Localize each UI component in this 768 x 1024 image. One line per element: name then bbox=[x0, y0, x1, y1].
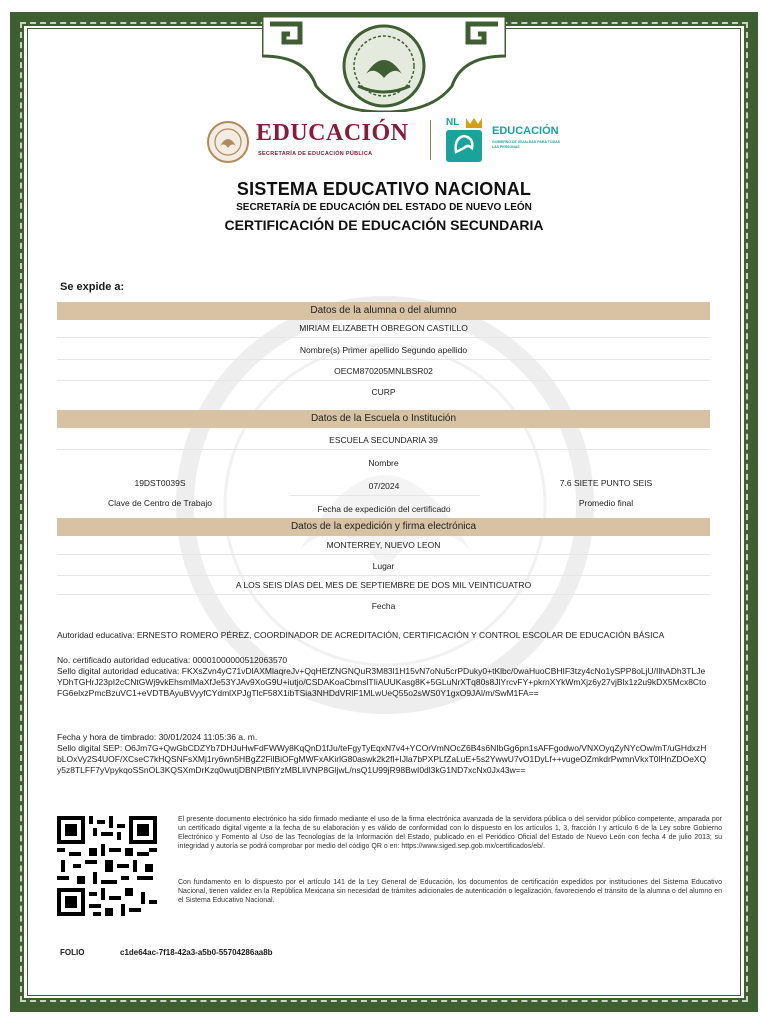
expedition-place: MONTERREY, NUEVO LEON bbox=[326, 540, 441, 550]
student-curp-label: CURP bbox=[371, 387, 396, 397]
divider bbox=[57, 337, 710, 338]
expedition-date-label: Fecha bbox=[371, 601, 396, 611]
logo-divider bbox=[430, 120, 431, 160]
nl-tag: NL bbox=[446, 117, 460, 128]
legal-notice-signature: El presente documento electrónico ha sido firmado mediante el uso de la firma electrónica avanzada de la servidora pública o del servidor público competente, amparada por un certificado digital vigente a la fecha de su elaboración y es válido de conformidad con lo dispuesto en los artículos 1, 3, fracción I y artículo 6 de la Ley sobre Gobierno Electrónico y Fomento al Uso de las Tecnologías de la Información del Estado, publicado en el Periódico Oficial del Estado de Nuevo León con fecha 4 de julio 2013; su integridad y autoría se podrá comprobar por medio del código QR o en: https://www.siged.sep.gob.mx/certificados/eb/. bbox=[178, 816, 722, 850]
issued-to-label: Se expide a: bbox=[60, 281, 125, 293]
divider bbox=[57, 554, 710, 555]
sep-logo bbox=[206, 118, 416, 166]
folio-label: FOLIO bbox=[60, 948, 85, 957]
divider bbox=[57, 575, 710, 576]
folio-value: c1de64ac-7f18-42a3-a5b0-55704286aa8b bbox=[120, 948, 273, 957]
divider bbox=[57, 359, 710, 360]
issuing-authority: SECRETARÍA DE EDUCACIÓN DEL ESTADO DE NUEVO LEÓN bbox=[236, 202, 532, 213]
nl-education-logo bbox=[444, 116, 574, 166]
school-cct: 19DST0039S bbox=[134, 478, 186, 488]
student-name-label: Nombre(s) Primer apellido Segundo apellido bbox=[299, 345, 468, 355]
divider bbox=[57, 380, 710, 381]
sep-subtitle: SECRETARÍA DE EDUCACIÓN PÚBLICA bbox=[258, 151, 373, 157]
school-cct-label: Clave de Centro de Trabajo bbox=[108, 498, 212, 508]
expedition-place-label: Lugar bbox=[372, 561, 395, 571]
certificate-date: 07/2024 bbox=[368, 481, 400, 491]
school-name-label: Nombre bbox=[368, 458, 399, 468]
nl-subtitle: GOBIERNO DE IGUALDAD PARA TODAS LAS PERSONAS bbox=[492, 140, 560, 149]
certificate-date-label: Fecha de expedición del certificado bbox=[317, 504, 451, 514]
certificate-type: CERTIFICACIÓN DE EDUCACIÓN SECUNDARIA bbox=[224, 217, 544, 233]
nl-brand: EDUCACIÓN bbox=[492, 125, 559, 137]
divider bbox=[57, 449, 710, 450]
divider bbox=[57, 594, 710, 595]
document-title: SISTEMA EDUCATIVO NACIONAL bbox=[236, 179, 532, 199]
final-grade: 7.6 SIETE PUNTO SEIS bbox=[559, 478, 653, 488]
authority-certificate-number: No. certificado autoridad educativa: 00001000000512063570 bbox=[57, 655, 288, 665]
stamp-datetime: Fecha y hora de timbrado: 30/01/2024 11:05:36 a. m. bbox=[57, 732, 258, 742]
expedition-date: A LOS SEIS DÍAS DEL MES DE SEPTIEMBRE DE DOS MIL VEINTICUATRO bbox=[235, 580, 532, 590]
final-grade-label: Promedio final bbox=[578, 498, 634, 508]
school-name: ESCUELA SECUNDARIA 39 bbox=[329, 435, 438, 445]
education-authority: Autoridad educativa: ERNESTO ROMERO PÉREZ, COORDINADOR DE ACREDITACIÓN, CERTIFICACIÓN Y CONTROL ESCOLAR DE EDUCACIÓN BÁSICA bbox=[57, 630, 665, 640]
sep-brand: EDUCACIÓN bbox=[256, 120, 409, 146]
authority-digital-seal: Sello digital autoridad educativa: FKXsZvn4yC71vDlAXMlaqreJv+QqHEfZNGNQuR3M83l1H15vN7oNu5crPDuky0+tKlbc/0waHuoCBHIF3tzy4cNo1ySPP8oLjU/IlhADh3TLJeYDhTGHrJ23pI2cCNtGWj9vkEhsmlMaXfJe53YJAv9XoG9U+iutjo/CSDAKoaCbmslTIiAUUKasg8K+5GLuNrXTq80s8JlYrcvFY+pkrnXYkWmXjz6y27vjBlx1z2u9kDX5Mcx8CtoFG6elxzPmcBzuVC1+eVDTBAyuBVyyfCYdmlXPJgTlcF58X1ibTSia3NHDdVRlF1MLwUeQ55o2sWS0Y1gxO9JAl/m/SwM1FA== bbox=[57, 666, 707, 698]
legal-notice-validity: Con fundamento en lo dispuesto por el artículo 141 de la Ley General de Educación, los documentos de certificación expedidos por instituciones del Sistema Educativo Nacional, tienen validez en la República Mexicana sin necesidad de trámites adicionales de autenticación o legalización, favoreciendo el tránsito de la alumna o del alumno en el Sistema Educativo Nacional. bbox=[178, 879, 722, 904]
verification-qr-code[interactable] bbox=[57, 816, 157, 916]
expedition-section-header: Datos de la expedición y firma electrónica bbox=[57, 518, 710, 536]
student-name: MIRIAM ELIZABETH OBREGON CASTILLO bbox=[299, 323, 468, 333]
sep-digital-seal: Sello digital SEP: O6Jm7G+QwGbCDZYb7DHJuHwFdFWWy8KqQnD1fJu/teFgyTyEqxN7v4+YCOrVmNOcZ6B4s6NIbGg6pn1sAFFgodwo/VNXOyqZyNYcOw/mT/uGHdxzHbLOxVy2S4UOF/XCseC7kHQSNFsXMj1ry6wn5HBgZ2FilBiOFgMWFxAKirlG80aswk2k2fl+IJla7bPXPLfZaLuE+5s2YwwU7vO1DyLf++vugeOZmkdrPwmnVkxT0lHnZDOeXQy5z8TLFF7yVpykqoSSnOL3KQSXmDrKzq0wutjDBNPtBfiYzMBLliVNP8GljwL/nsQ1U99jR98BwI0dl3kG1ND7xcNx0Jx43w== bbox=[57, 743, 707, 775]
school-section-header: Datos de la Escuela o Institución bbox=[57, 410, 710, 428]
nl-shield-icon bbox=[444, 116, 484, 164]
sep-seal-icon bbox=[206, 120, 250, 164]
national-crest-icon bbox=[262, 16, 506, 112]
divider bbox=[290, 495, 480, 496]
student-curp: OECM870205MNLBSR02 bbox=[334, 366, 433, 376]
student-section-header: Datos de la alumna o del alumno bbox=[57, 302, 710, 320]
